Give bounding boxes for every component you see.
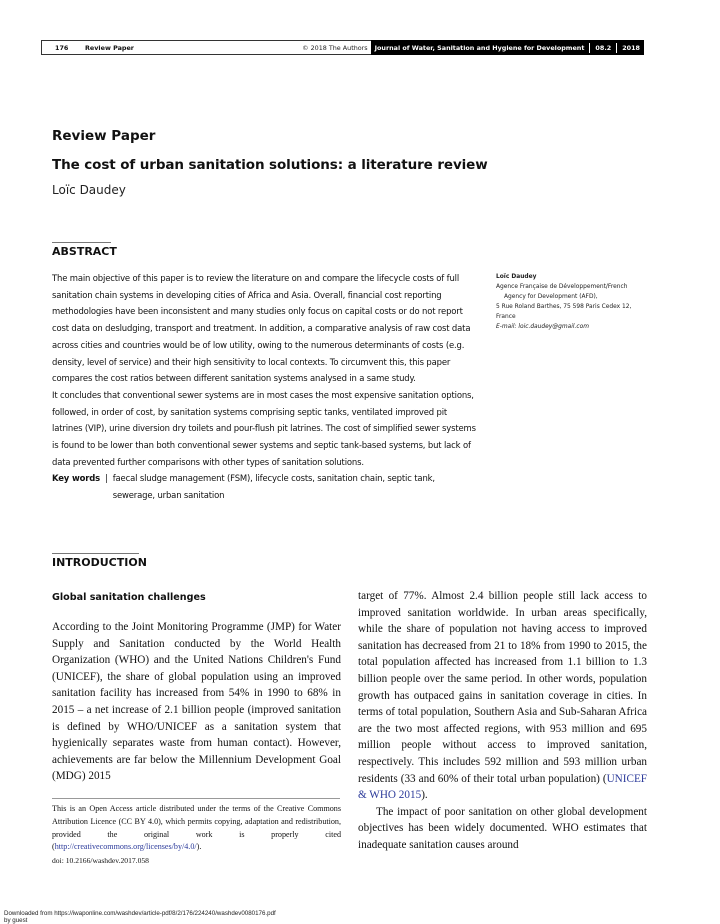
keywords-separator: | — [105, 473, 108, 484]
abstract-heading: ABSTRACT — [52, 245, 117, 258]
abstract-paragraph: The main objective of this paper is to review the literature on and compare the lifecycle costs of full sanitation chain systems in developing cities of Africa and Asia. Overall, financial cost reporting methodologies have been inconsistent and many studies only focus on capital costs or do not report cost data on desludging, transport and treatment. In addition, a comparative analysis of raw cost data across cities and countries would be of low utility, owing to the numerous determinants of costs (e.g. density, level of service) and their high sensitivity to local contexts. To circumvent this, this paper compares the cost ratios between different sanitation systems analysed in a same study. — [52, 273, 471, 384]
download-url: Downloaded from https://iwaponline.com/washdev/article-pdf/8/2/176/224240/washdev0080176.pdf — [4, 910, 276, 917]
body-text: target of 77%. Almost 2.4 billion people still lack access to improved sanitation worldwide. In urban areas specifically, while the share of population not having access to improved sanitation has decreased from 21 to 18% from 1990 to 2015, the total population affected has increased from 1.1 billion to 1.3 billion people over the same period. In other words, population growth has outpaced gains in sanitation coverage in cities. In terms of total population, Southern Asia and Sub-Saharan Africa are the two most affected regions, with 953 million and 695 million people without access to improved sanitation, respectively. This includes 592 million and 593 million urban residents (33 and 60% of their total urban population) ( — [358, 590, 647, 785]
running-header — [41, 40, 644, 55]
separator — [589, 43, 590, 53]
page-number: 176 — [55, 43, 69, 52]
body-text: ). — [421, 789, 428, 802]
affiliation-email[interactable]: E-mail: loic.daudey@gmail.com — [496, 324, 589, 330]
doi: doi: 10.2166/washdev.2017.058 — [52, 856, 149, 865]
license-link[interactable]: http://creativecommons.org/licenses/by/4.0/ — [54, 842, 197, 852]
affiliation-name: Loïc Daudey — [496, 274, 537, 280]
license-text-end: ). — [196, 842, 202, 852]
abstract-body — [52, 270, 478, 504]
citation-link[interactable]: UNICEF & WHO 2015 — [358, 772, 647, 802]
subsection-heading: Global sanitation challenges — [52, 592, 206, 603]
body-paragraph — [358, 588, 647, 804]
article-author: Loïc Daudey — [52, 183, 126, 197]
keywords-label: Key words — [52, 473, 101, 484]
body-paragraph: The impact of poor sanitation on other global development objectives has been widely documented. WHO estimates that inadequate sanitation causes around — [358, 805, 647, 851]
download-by: by guest — [4, 917, 28, 924]
copyright-notice: © 2018 The Authors — [302, 43, 368, 52]
footnote-rule — [52, 798, 340, 799]
section-label: Review Paper — [85, 43, 134, 52]
keywords-list: faecal sludge management (FSM), lifecycle costs, sanitation chain, septic tank, sewerage, urban sanitation — [112, 473, 435, 501]
affiliation-org: Agence Française de Développement/French — [496, 284, 628, 290]
keywords — [52, 470, 478, 503]
affiliation-country: France — [496, 314, 516, 320]
abstract-rule — [52, 242, 111, 243]
journal-name: Journal of Water, Sanitation and Hygiene for Development — [374, 43, 585, 52]
separator — [616, 43, 617, 53]
journal-year: 2018 — [622, 43, 640, 52]
article-type: Review Paper — [52, 128, 156, 144]
body-paragraph: According to the Joint Monitoring Programme (JMP) for Water Supply and Sanitation conducted by the World Health Organization (WHO) and the United Nations Children's Fund (UNICEF), the share of global population using an improved sanitation facility has increased from 54% in 1990 to 68% in 2015 – a net increase of 2.1 billion people (improved sanitation is defined by WHO/UNICEF as a sanitation system that hygienically separates waste from human contact). However, achievements are far below the Millennium Development Goal (MDG) 2015 — [52, 621, 341, 783]
right-column — [358, 588, 647, 854]
article-title: The cost of urban sanitation solutions: a literature review — [52, 157, 488, 173]
journal-bar — [371, 40, 644, 55]
license-footnote — [52, 803, 341, 854]
introduction-rule — [52, 553, 139, 554]
introduction-heading: INTRODUCTION — [52, 556, 147, 569]
abstract-paragraph: It concludes that conventional sewer systems are in most cases the most expensive sanitation options, followed, in order of cost, by sanitation systems comprising septic tanks, ventilated improved pit latrines (VIP), urine diversion dry toilets and pour-flush pit latrines. The cost of simplified sewer systems is found to be lower than both conventional sewer systems and septic tank-based systems, but lack of data prevented further comparisons with other types of sanitation solutions. — [52, 389, 476, 467]
left-column — [52, 619, 341, 785]
download-notice — [4, 910, 344, 924]
affiliation-org: Agency for Development (AFD), — [504, 294, 598, 300]
author-affiliation — [496, 272, 686, 332]
affiliation-address: 5 Rue Roland Barthes, 75 598 Paris Cedex 12, — [496, 304, 632, 310]
volume-issue: 08.2 — [595, 43, 612, 52]
license-text: This is an Open Access article distributed under the terms of the Creative Commons Attribution Licence (CC BY 4.0), which permits copying, adaptation and redistribution, provided the original work is properly cited ( — [52, 804, 341, 852]
